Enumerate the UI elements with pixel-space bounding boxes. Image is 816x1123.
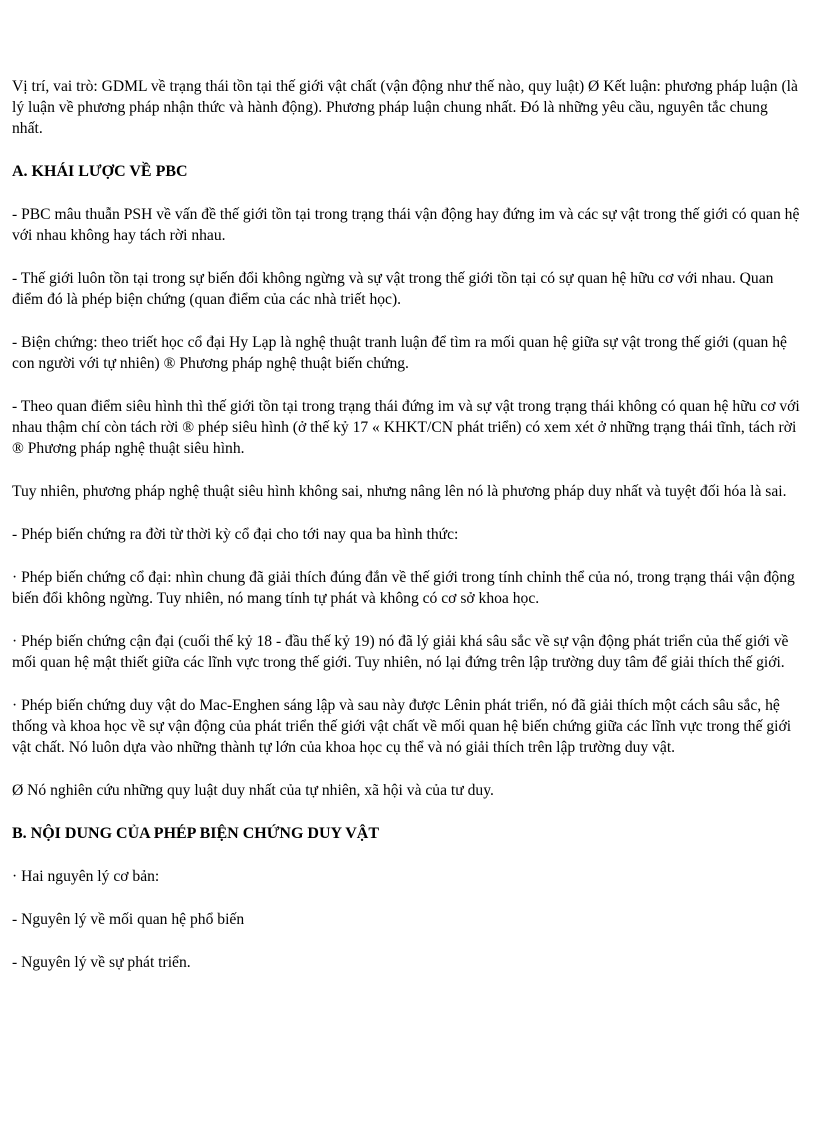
paragraph: - PBC mâu thuẫn PSH về vấn đề thế giới tồn tại trong trạng thái vận động hay đứng im và các sự vật trong thế giới có quan hệ với nhau không hay tách rời nhau.: [12, 206, 800, 244]
paragraph: · Phép biến chứng duy vật do Mac-Enghen sáng lập và sau này được Lênin phát triển, nó đã giải thích một cách sâu sắc, hệ thống và khoa học về sự vận động của phát triển thế giới vật chất về mối quan hệ biến chứng giữa các lĩnh vực trong thế giới vật chất. Nó luôn dựa vào những thành tự lớn của khoa học cụ thể và nó giải thích trên lập trường duy vật.: [12, 697, 792, 756]
section-a-heading: A. KHÁI LƯỢC VỀ PBC: [12, 163, 188, 180]
paragraph: - Nguyên lý về mối quan hệ phổ biến: [12, 911, 245, 928]
intro-paragraph: Vị trí, vai trò: GDML về trạng thái tồn tại thế giới vật chất (vận động như thế nào, quy luật) Ø Kết luận: phương pháp luận (là lý luận về phương pháp nhận thức và hành động). Phương pháp luận chung nhất. Đó là những yêu cầu, nguyên tắc chung nhất.: [12, 78, 798, 137]
paragraph: - Nguyên lý về sự phát triển.: [12, 954, 191, 971]
paragraph: - Thế giới luôn tồn tại trong sự biến đổi không ngừng và sự vật trong thế giới tồn tại có sự quan hệ hữu cơ với nhau. Quan điểm đó là phép biện chứng (quan điểm của các nhà triết học).: [12, 270, 774, 308]
paragraph: Tuy nhiên, phương pháp nghệ thuật siêu hình không sai, nhưng nâng lên nó là phương pháp duy nhất và tuyệt đối hóa là sai.: [12, 483, 787, 500]
section-b-heading: B. NỘI DUNG CỦA PHÉP BIỆN CHỨNG DUY VẬT: [12, 825, 379, 842]
paragraph: - Biện chứng: theo triết học cổ đại Hy Lạp là nghệ thuật tranh luận để tìm ra mối quan hệ giữa sự vật trong thế giới (quan hệ con người với tự nhiên) ® Phương pháp nghệ thuật biến chứng.: [12, 334, 787, 372]
document-page: [12, 76, 802, 995]
paragraph: · Phép biến chứng cận đại (cuối thế kỷ 18 - đầu thế kỷ 19) nó đã lý giải khá sâu sắc về sự vận động phát triển của thế giới về mối quan hệ mật thiết giữa các lĩnh vực trong thế giới. Tuy nhiên, nó lại đứng trên lập trường duy tâm để giải thích thế giới.: [12, 633, 789, 671]
paragraph: Ø Nó nghiên cứu những quy luật duy nhất của tự nhiên, xã hội và của tư duy.: [12, 782, 494, 799]
paragraph: · Hai nguyên lý cơ bản:: [12, 868, 160, 885]
paragraph: · Phép biến chứng cổ đại: nhìn chung đã giải thích đúng đắn về thế giới trong tính chỉnh thể của nó, trong trạng thái vận động biến đổi không ngừng. Tuy nhiên, nó mang tính tự phát và không có cơ sở khoa học.: [12, 569, 795, 607]
paragraph: - Phép biến chứng ra đời từ thời kỳ cổ đại cho tới nay qua ba hình thức:: [12, 526, 459, 543]
paragraph: - Theo quan điểm siêu hình thì thế giới tồn tại trong trạng thái đứng im và sự vật trong trạng thái không có quan hệ hữu cơ với nhau thậm chí còn tách rời ® phép siêu hình (ở thế kỷ 17 « KHKT/CN phát triển) có xem xét ở những trạng thái tĩnh, tách rời ® Phương pháp nghệ thuật siêu hình.: [12, 398, 800, 457]
